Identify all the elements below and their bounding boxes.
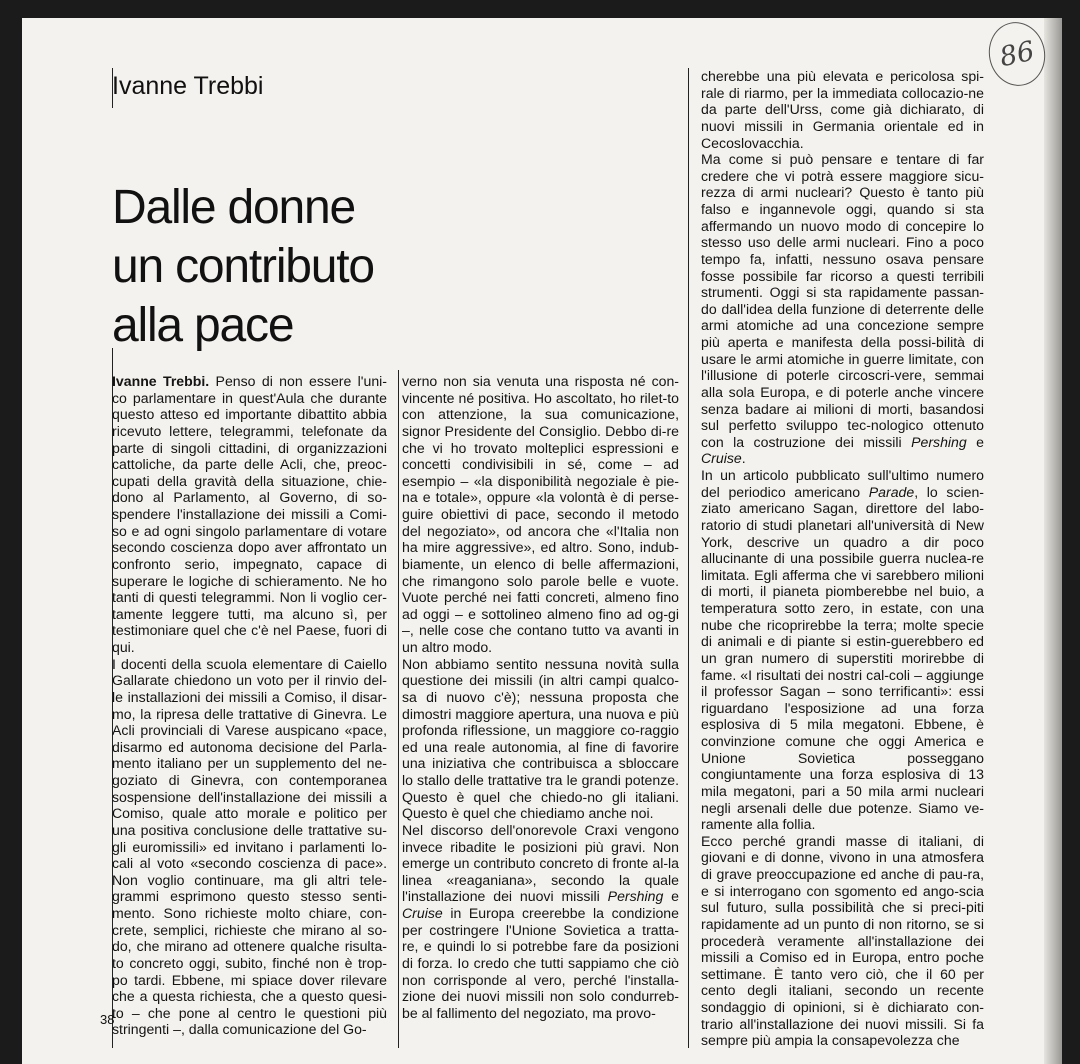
paragraph: Nel discorso dell'onorevole Craxi vengono invece ribadite le posizioni più gravi. Non emerge un contributo concreto di fronte al-la linea «reaganiana», secondo la quale l'installazione dei nuovi missili Pershing e Cruise in Europa creerebbe la condizione per costringere l'Unione Sovietica a tratta-re, e quindi lo si potrebbe fare da posizioni di forza. Io credo che tutti sappiamo che ciò non corrisponde al vero, perché l'installa-zione dei nuovi missili non solo condurreb-be al fallimento del negoziato, ma provo- (402, 821, 679, 1021)
paragraph: cherebbe una più elevata e pericolosa spi-rale di riarmo, per la immediata collocazio-ne da parte dell'Urss, come già dichiarato, di nuovi missili in Germania orientale ed in Cecoslovacchia. (701, 68, 984, 151)
text-column-1 (112, 373, 387, 1038)
page-number: 38 (100, 1012, 115, 1027)
paragraph: Non abbiamo sentito nessuna novità sulla questione dei missili (in altri campi qualco-sa di nuovo c'è); nessuna proposta che dimostri maggiore apertura, una nuova e più profonda riflessione, un maggiore co-raggio ed una reale autonomia, al fine di favorire una iniziativa che contribuisca a sbloccare lo stallo delle trattative tra le grandi potenze. Questo è quel che chiedo-no gli italiani. Questo è quel che chiediamo anche noi. (402, 655, 679, 822)
paragraph: I docenti della scuola elementare di Caiello Gallarate chiedono un voto per il rinvio del-le installazioni dei missili a Comiso, il disar-mo, la ripresa delle trattative di Ginevra. Le Acli provinciali di Varese auspicano «pace, disarmo ed autonoma decisione del Parla-mento italiano per un supplemento del ne-goziato di Ginevra, con contemporanea sospensione dell'installazione dei missili a Comiso, quale atto morale e politico per una positiva conclusione delle trattative su-gli euromissili» ed invitano i parlamenti lo-cali al voto «secondo coscienza di pace». Non voglio continuare, ma gli altri tele-grammi esprimono questo stesso senti-mento. Sono richieste molto chiare, con-crete, semplici, richieste che mirano al so-do, che mirano ad ottenere qualche risulta-to concreto oggi, subito, finché non è trop-po tardi. Ebbene, mi spiace dover rilevare che a questa richiesta, che a questo quesi-to – che pone al centro le questioni più stringenti –, dalla comunicazione del Go- (112, 655, 387, 1038)
title-line: Dalle donne (112, 181, 355, 234)
paragraph: Ecco perché grandi masse di italiani, di giovani e di donne, vivono in una atmosfera di grave preoccupazione ed anche di pau-ra, e si interrogano con sgomento ed ango-scia sul futuro, sulla possibilità che si preci-piti rapidamente ad un punto di non ritorno, se si procederà veramente all'installazione dei missili a Comiso ed in Europa, entro poche settimane. È tanto vero ciò, che il 60 per cento degli italiani, secondo un recente sondaggio di opinioni, si è dichiarato con-trario all'installazione dei nuovi missili. Si fa sempre più ampia la consapevolezza che (701, 832, 984, 1049)
magazine-page (22, 18, 1062, 1064)
paragraph: Ma come si può pensare e tentare di far credere che vi potrà essere maggiore sicu-rezza di armi nucleari? Questo è tanto più falso e ingannevole oggi, quando si sta affermando un nuovo modo di concepire lo stesso uso delle armi nucleari. Fino a poco tempo fa, infatti, nessuno osava pensare fosse possibile far ricorso a questi terribili strumenti. Oggi si sta rapidamente passan-do dall'idea della funzione di deterrente delle armi atomiche ad una concezione sempre più aperta e manifesta della possi-bilità di usare le armi atomiche in guerre limitate, con l'illusione di poterle circoscri-vere, semmai alla sola Europa, e di poterle anche vincere senza badare ai milioni di morti, basandosi sul perfetto sviluppo tec-nologico ottenuto con la costruzione dei missili Pershing e Cruise. (701, 151, 984, 467)
column-rule (398, 370, 399, 1048)
page-gutter-shadow (1044, 18, 1062, 1064)
speaker-name: Ivanne Trebbi. (112, 373, 210, 389)
title-line: un contributo (112, 240, 374, 293)
column-rule (688, 68, 689, 1048)
text-column-2 (402, 373, 679, 1021)
article-title (112, 178, 374, 355)
author-name: Ivanne Trebbi (112, 72, 264, 100)
paragraph: verno non sia venuta una risposta né con-vincente né positiva. Ho ascoltato, ho rilet-to con attenzione, la sua comunicazione, signor Presidente del Consiglio. Debbo di-re che vi ho trovato molteplici espressioni e concetti condivisibili in sé, come – ad esempio – «la disponibilità negoziale è pie-na e totale», oppure «la volontà è di perse-guire obiettivi di pace, secondo il metodo del negoziato», od ancora che «l'Italia non ha mire aggressive», ed altro. Sono, indub-biamente, un elenco di belle affermazioni, che rimangono solo parole belle e vuote. Vuote perché nei fatti concreti, almeno fino ad oggi – e sottolineo almeno fino ad og-gi –, nelle cose che contano tutto va avanti in un altro modo. (402, 373, 679, 655)
paragraph: Ivanne Trebbi. Penso di non essere l'uni-co parlamentare in quest'Aula che durante questo atteso ed importante dibattito abbia ricevuto lettere, telegrammi, telefonate da parte di singoli cittadini, di organizzazioni cattoliche, da parte delle Acli, che, preoc-cupati della gravità della situazione, chie-dono al Parlamento, al Governo, di so-spendere l'installazione dei missili a Comi-so e ad ogni singolo parlamentare di votare secondo coscienza dopo aver affrontato un confronto serio, impegnato, capace di superare le logiche di schieramento. Ne ho tanti di questi telegrammi. Non li voglio cer-tamente leggere tutti, ma alcuno sì, per testimoniare quel che c'è nel Paese, fuori di qui. (112, 373, 387, 655)
text-column-3 (701, 68, 984, 1049)
paragraph: In un articolo pubblicato sull'ultimo numero del periodico americano Parade, lo scien-ziato americano Sagan, direttore del labo-ratorio di studi planetari all'università di New York, descrive un quadro a dir poco allucinante di una possibile guerra nuclea-re limitata. Egli afferma che vi sarebbero milioni di morti, il pianeta piomberebbe nel buio, a temperatura sotto zero, in estate, con una nube che ricoprirebbe la terra; molte specie di animali e di piante si estin-guerebbero ed un gran numero di superstiti morirebbe di fame. «I risultati dei nostri cal-coli – aggiunge il professor Sagan – sono terrificanti»: essi riguardano l'esposizione ad una forza esplosiva di 5 mila megatoni. Ebbene, è convinzione comune che oggi America e Unione Sovietica posseggano congiuntamente una forza esplosiva di 13 mila megatoni, pari a 50 mila armi nucleari negli arsenali delle due potenze. Siamo ve-ramente alla follia. (701, 467, 984, 833)
title-line: alla pace (112, 299, 294, 352)
archive-number-stamp: 86 (983, 18, 1051, 91)
